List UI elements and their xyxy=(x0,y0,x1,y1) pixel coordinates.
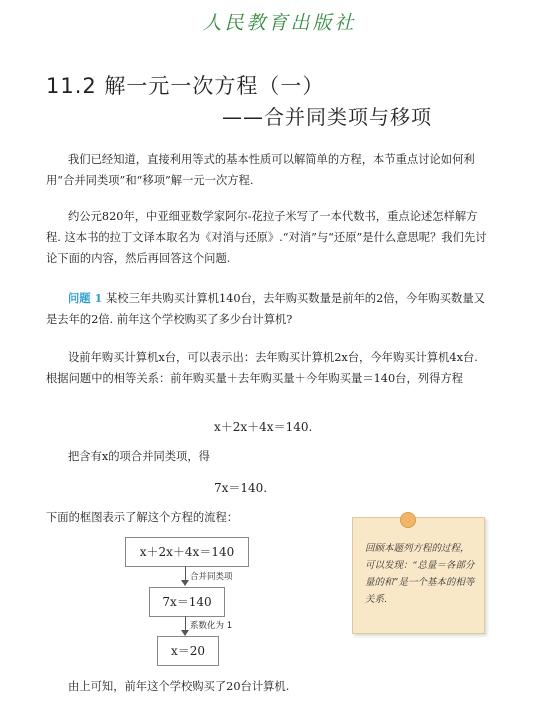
conclusion-text: 由上可知，前年这个学校购买了20台计算机. xyxy=(68,680,290,693)
intro-paragraph xyxy=(46,149,492,191)
flow-intro: 下面的框图表示了解这个方程的流程： xyxy=(46,511,239,524)
side-note-text: 回顾本题列方程的过程，可以发现：“总量＝各部分量的和”是一个基本的相等关系. xyxy=(365,543,475,605)
equation-1: x＋2x＋4x＝140. xyxy=(214,420,313,434)
history-text: 约公元820年，中亚细亚数学家阿尔-花拉子米写了一本代数书，重点论述怎样解方程. 这本书的拉丁文译本取名为《对消与还原》.“对消”与“还原”是什么意思呢？我们先讨论下面的内容，然后再回答这个问题. xyxy=(46,210,487,265)
publisher-header: 人民教育出版社 xyxy=(202,12,357,34)
analysis-text: 设前年购买计算机x台，可以表示出：去年购买计算机2x台，今年购买计算机4x台. 根据问题中的相等关系：前年购买量＋去年购买量＋今年购买量＝140台，列得方程 xyxy=(46,351,478,385)
flow-box-2: 7x＝140 xyxy=(149,587,225,617)
conclusion-paragraph xyxy=(46,676,492,697)
problem-paragraph xyxy=(46,288,492,330)
history-paragraph xyxy=(46,206,492,269)
problem-label: 问题 1 xyxy=(68,291,103,305)
flow-step-1: 合并同类项 xyxy=(190,572,233,582)
combine-paragraph xyxy=(46,446,492,467)
flow-step-2: 系数化为 1 xyxy=(190,621,233,631)
flow-box-3: x＝20 xyxy=(157,636,219,666)
equation-2: 7x＝140. xyxy=(214,481,268,495)
analysis-paragraph xyxy=(46,347,492,389)
side-note xyxy=(352,517,485,634)
flow-arrow-1-head xyxy=(181,580,189,586)
problem-text: 某校三年共购买计算机140台，去年购买数量是前年的2倍，今年购买数量又是去年的2倍. 前年这个学校购买了多少台计算机? xyxy=(46,292,485,326)
flow-box-1: x＋2x＋4x＝140 xyxy=(125,537,249,567)
intro-text: 我们已经知道，直接利用等式的基本性质可以解简单的方程，本节重点讨论如何利用“合并同类项”和“移项”解一元一次方程. xyxy=(46,153,475,187)
combine-text: 把含有x的项合并同类项，得 xyxy=(68,450,210,463)
section-subtitle: ——合并同类项与移项 xyxy=(222,105,432,129)
pin-icon xyxy=(400,512,416,528)
section-title: 11.2 解一元一次方程（一） xyxy=(46,74,325,98)
